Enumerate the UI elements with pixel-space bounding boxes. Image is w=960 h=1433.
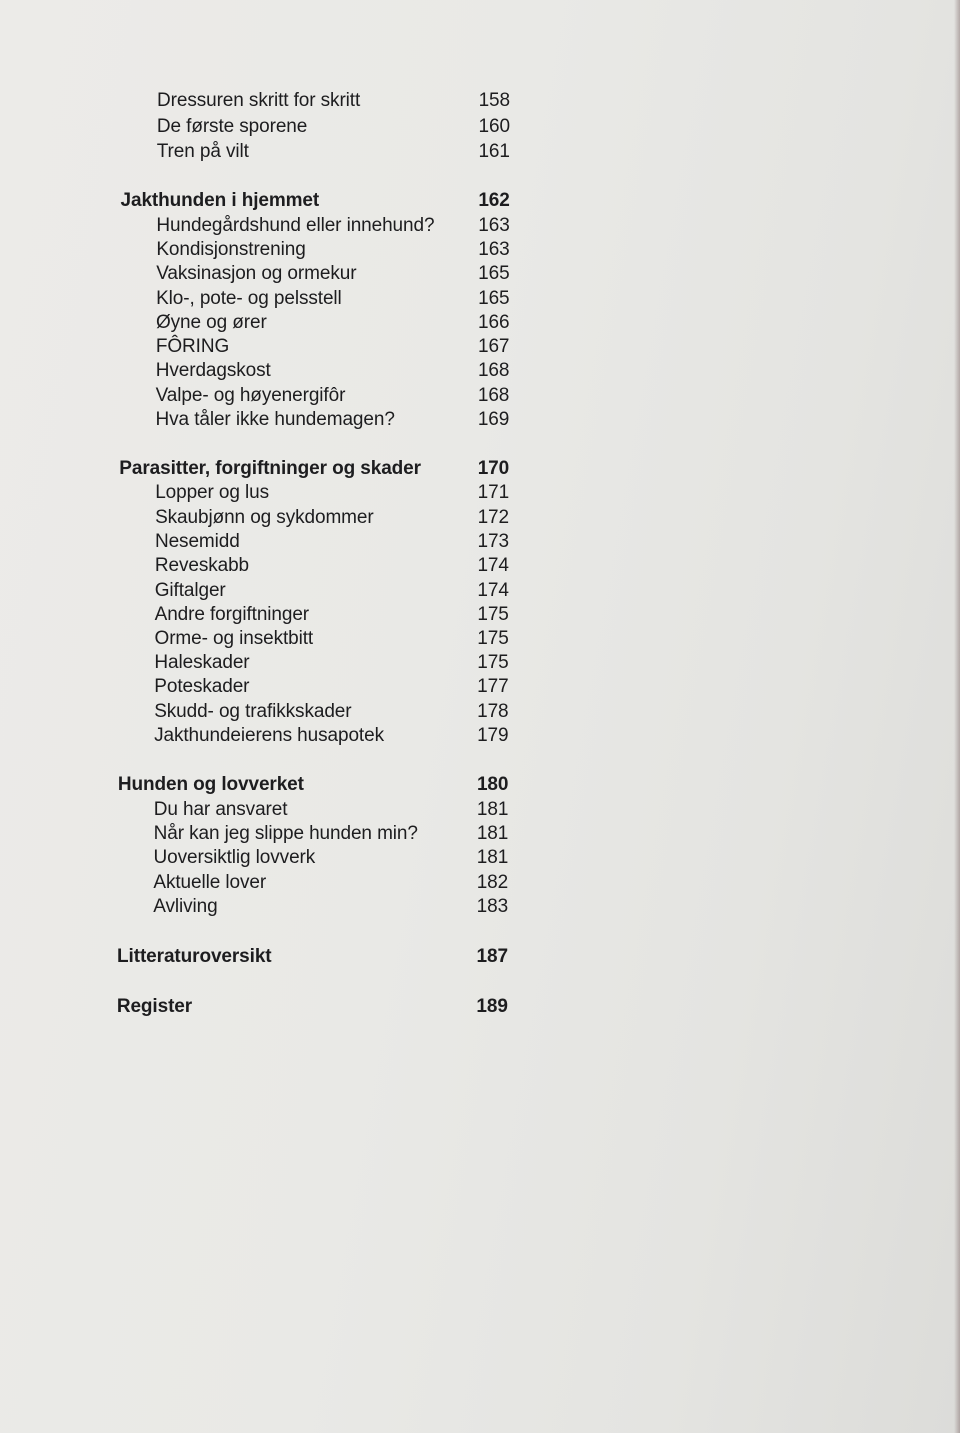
toc-entry-row bbox=[0, 139, 600, 165]
toc-section-title: Register bbox=[116, 996, 193, 1017]
toc-page-number: 171 bbox=[477, 482, 510, 503]
toc-entry-title: Du har ansvaret bbox=[153, 799, 288, 820]
toc-section-row bbox=[0, 944, 600, 970]
toc-entry-title: Nesemidd bbox=[154, 531, 240, 552]
toc-entry-row bbox=[0, 358, 600, 384]
toc-entry-title: Når kan jeg slippe hunden min? bbox=[153, 823, 418, 844]
toc-entry-row bbox=[0, 674, 600, 700]
toc-page-number: 163 bbox=[478, 239, 510, 260]
toc-entry-row bbox=[0, 88, 600, 114]
toc-section-title: Litteraturoversikt bbox=[117, 946, 272, 967]
toc-entry-row bbox=[0, 650, 600, 676]
toc-entry-row bbox=[0, 261, 600, 287]
toc-page-number: 175 bbox=[477, 604, 509, 625]
toc-page-number: 179 bbox=[477, 725, 509, 746]
toc-section-title: Hunden og lovverket bbox=[117, 774, 304, 795]
toc-entry-title: Aktuelle lover bbox=[153, 872, 267, 893]
toc-entry-title: Hundegårdshund eller innehund? bbox=[156, 215, 435, 236]
toc-entry-title: Vaksinasjon og ormekur bbox=[156, 263, 357, 284]
toc-page-number: 168 bbox=[477, 360, 510, 381]
toc-page-number: 165 bbox=[478, 288, 510, 309]
toc-entry-row bbox=[0, 602, 600, 628]
toc-entry-row bbox=[0, 626, 600, 652]
toc-entry-title: Hva tåler ikke hundemagen? bbox=[155, 409, 395, 430]
toc-entry-title: Uoversiktlig lovverk bbox=[153, 847, 316, 868]
toc-entry-title: Kondisjonstrening bbox=[156, 239, 306, 260]
toc-page-number: 174 bbox=[477, 555, 509, 576]
toc-entry-row bbox=[0, 213, 600, 239]
toc-page-number: 166 bbox=[478, 312, 510, 333]
toc-entry-row bbox=[0, 529, 600, 555]
toc-entry-row bbox=[0, 845, 600, 871]
toc-entry-row bbox=[0, 407, 600, 433]
toc-entry-row bbox=[0, 286, 600, 312]
toc-entry-title: Valpe- og høyenergifôr bbox=[155, 385, 346, 406]
toc-entry-row bbox=[0, 578, 600, 604]
toc-page-number: 163 bbox=[478, 215, 510, 236]
toc-section-title: Parasitter, forgiftninger og skader bbox=[119, 458, 421, 479]
toc-entry-title: Skudd- og trafikkskader bbox=[154, 701, 352, 722]
toc-page-number: 180 bbox=[476, 774, 509, 795]
toc-page-number: 183 bbox=[476, 896, 509, 917]
toc-entry-title: Giftalger bbox=[154, 580, 226, 601]
toc-entry-title: Avliving bbox=[153, 896, 218, 917]
toc-entry-row bbox=[0, 821, 600, 847]
toc-entry-title: FÔRING bbox=[155, 336, 230, 357]
toc-section-title: Jakthunden i hjemmet bbox=[120, 190, 320, 211]
toc-entry-row bbox=[0, 505, 600, 531]
toc-entry-row bbox=[0, 870, 600, 896]
toc-entry-title: Jakthundeierens husapotek bbox=[154, 725, 384, 746]
toc-page-number: 158 bbox=[478, 90, 510, 111]
toc-page-number: 165 bbox=[478, 263, 510, 284]
toc-page-number: 178 bbox=[477, 701, 509, 722]
toc-page-number: 168 bbox=[477, 385, 510, 406]
toc-entry-row bbox=[0, 797, 600, 823]
toc-entry-row bbox=[0, 894, 600, 920]
toc-entry-row bbox=[0, 480, 600, 506]
toc-entry-row bbox=[0, 334, 600, 360]
toc-page-number: 173 bbox=[477, 531, 509, 552]
toc-entry-row bbox=[0, 383, 600, 409]
toc-entry-title: Øyne og ører bbox=[155, 312, 267, 333]
toc-section-row bbox=[0, 994, 600, 1020]
toc-entry-title: De første sporene bbox=[156, 116, 308, 137]
toc-entry-title: Lopper og lus bbox=[155, 482, 270, 503]
toc-page-number: 181 bbox=[476, 799, 509, 820]
toc-entry-title: Poteskader bbox=[154, 676, 250, 697]
toc-page-number: 187 bbox=[476, 946, 508, 967]
toc-page-number: 167 bbox=[478, 336, 510, 357]
toc-entry-row bbox=[0, 237, 600, 263]
toc-page-number: 160 bbox=[478, 116, 510, 137]
toc-entry-row bbox=[0, 699, 600, 725]
toc-page-number: 161 bbox=[478, 141, 510, 162]
toc-page-number: 175 bbox=[477, 628, 509, 649]
toc-entry-row bbox=[0, 310, 600, 336]
toc-entry-title: Andre forgiftninger bbox=[154, 604, 310, 625]
toc-entry-title: Dressuren skritt for skritt bbox=[157, 90, 361, 111]
toc-entry-row bbox=[0, 553, 600, 579]
toc-page-number: 181 bbox=[476, 847, 509, 868]
toc-page-number: 189 bbox=[476, 996, 508, 1017]
toc-page-number: 162 bbox=[478, 190, 510, 211]
toc-page-number: 177 bbox=[477, 676, 509, 697]
toc-entry-title: Tren på vilt bbox=[156, 141, 249, 162]
toc-entry-title: Hverdagskost bbox=[155, 360, 271, 381]
toc-entry-title: Haleskader bbox=[154, 652, 250, 673]
toc-entry-row bbox=[0, 114, 600, 140]
toc-page-number: 181 bbox=[476, 823, 509, 844]
toc-page-number: 174 bbox=[477, 580, 509, 601]
toc-section-row bbox=[0, 456, 600, 482]
toc-entry-title: Klo-, pote- og pelsstell bbox=[156, 288, 342, 309]
toc-section-row bbox=[0, 772, 600, 798]
toc-entry-title: Orme- og insektbitt bbox=[154, 628, 314, 649]
toc-entry-row bbox=[0, 723, 600, 749]
toc-section-row bbox=[0, 188, 600, 214]
toc-entry-title: Skaubjønn og sykdommer bbox=[155, 507, 374, 528]
toc-page-number: 182 bbox=[476, 872, 509, 893]
toc-page-number: 170 bbox=[477, 458, 510, 479]
toc-page-number: 175 bbox=[477, 652, 509, 673]
toc-page-number: 172 bbox=[477, 507, 509, 528]
toc-entry-title: Reveskabb bbox=[154, 555, 250, 576]
toc-page-number: 169 bbox=[477, 409, 510, 430]
